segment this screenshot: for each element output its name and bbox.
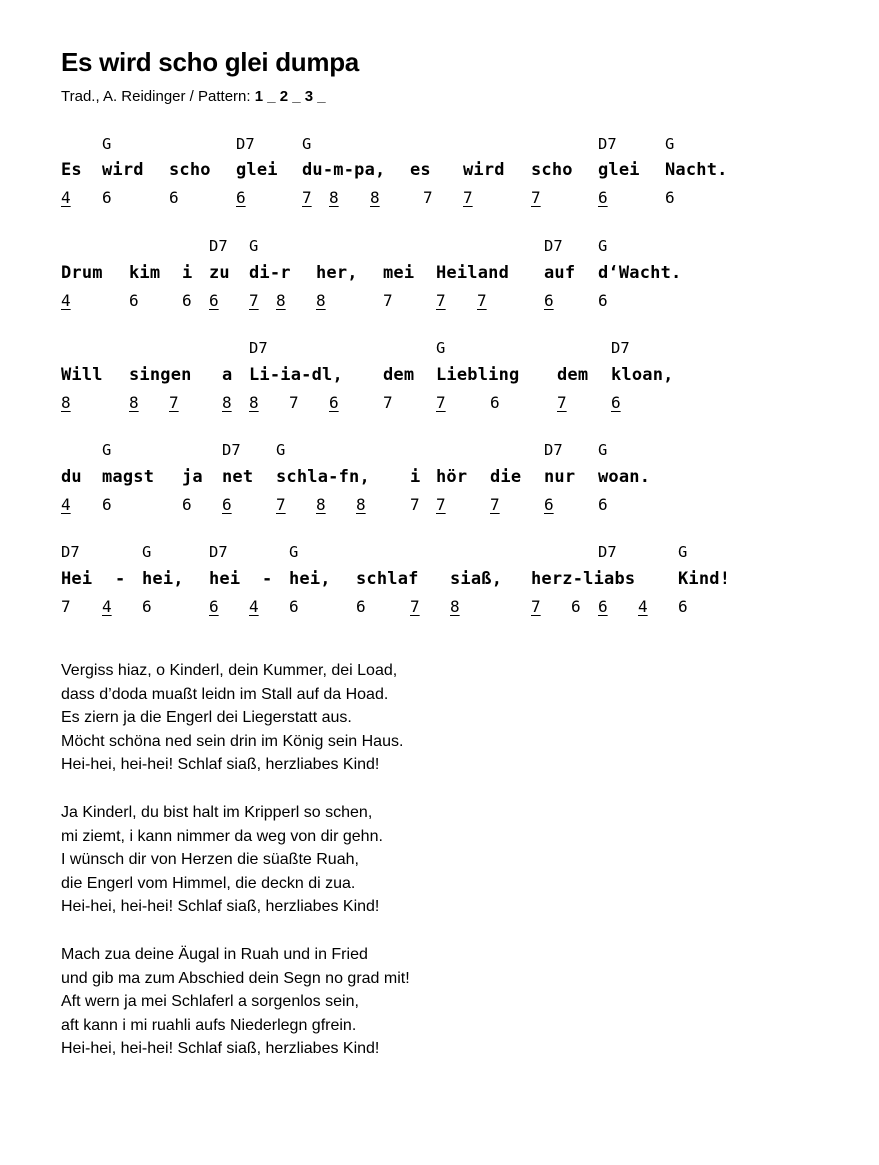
note-number: 7 <box>410 495 420 514</box>
lyric-word: Es <box>61 160 82 180</box>
note-number: 6 <box>356 597 366 616</box>
lyric-word: Liebling <box>436 365 520 385</box>
verse-line: aft kann i mi ruahli aufs Niederlegn gfrein. <box>61 1016 357 1034</box>
chord-line-4 <box>0 439 879 461</box>
note-number: 7 <box>557 393 567 412</box>
chord: D7 <box>209 543 228 561</box>
note-number: 7 <box>302 188 312 207</box>
note-number: 6 <box>598 188 608 207</box>
note-number: 8 <box>450 597 460 616</box>
number-line-4 <box>0 494 879 516</box>
note-number: 7 <box>490 495 500 514</box>
chord: G <box>302 135 312 153</box>
lyric-line-3 <box>0 364 879 386</box>
note-number: 7 <box>383 393 393 412</box>
lyric-word: a <box>222 365 233 385</box>
lyric-word: hei, <box>289 569 331 589</box>
chord: D7 <box>544 237 563 255</box>
lyric-word: nur <box>544 467 576 487</box>
chord: D7 <box>598 135 617 153</box>
note-number: 7 <box>436 495 446 514</box>
note-number: 6 <box>678 597 688 616</box>
chord: G <box>665 135 675 153</box>
chord: D7 <box>61 543 80 561</box>
verse-line: Es ziern ja die Engerl dei Liegerstatt aus. <box>61 709 352 726</box>
lyric-word: glei <box>598 160 640 180</box>
verse-line: Hei-hei, hei-hei! Schlaf siaß, herzliabes Kind! <box>61 756 380 773</box>
note-number: 7 <box>61 597 71 616</box>
credits-text: Trad., A. Reidinger / Pattern: <box>61 88 255 105</box>
note-number: 6 <box>665 188 675 207</box>
lyric-word: die <box>490 467 522 487</box>
note-number: 6 <box>142 597 152 616</box>
verse-line: Mach zua deine Äugal in Ruah und in Fried <box>61 946 368 963</box>
chord-line-3 <box>0 337 879 359</box>
lyric-word: siaß, <box>450 569 503 589</box>
lyric-word: Hei <box>61 569 93 589</box>
lyric-word: d‘Wacht. <box>598 263 682 283</box>
chord: D7 <box>209 237 228 255</box>
note-number: 7 <box>249 291 259 310</box>
lyric-word: kim <box>129 263 161 283</box>
number-line-2 <box>0 290 879 312</box>
song-title: Es wird scho glei dumpa <box>61 47 359 77</box>
chord: G <box>102 135 112 153</box>
verse-line: dass d’doda muaßt leidn im Stall auf da Hoad. <box>61 685 389 703</box>
lyric-word: du-m-pa, <box>302 160 386 180</box>
note-number: 6 <box>598 495 608 514</box>
lyric-word: schla-fn, <box>276 467 370 487</box>
note-number: 6 <box>169 188 179 207</box>
note-number: 6 <box>611 393 621 412</box>
note-number: 6 <box>490 393 500 412</box>
lyric-word: ja <box>182 467 203 487</box>
verse-line: Ja Kinderl, du bist halt im Kripperl so schen, <box>61 804 373 821</box>
chord: G <box>142 543 152 561</box>
note-number: 6 <box>544 495 554 514</box>
lyric-word: i <box>182 263 193 283</box>
lyric-word: mei <box>383 263 415 283</box>
lyric-word: du <box>61 467 82 487</box>
chord: G <box>289 543 299 561</box>
note-number: 7 <box>477 291 487 310</box>
lyric-word: wird <box>102 160 144 180</box>
note-number: 8 <box>329 188 339 207</box>
verse-line: die Engerl vom Himmel, die deckn di zua. <box>61 874 356 892</box>
note-number: 6 <box>222 495 232 514</box>
lyric-word: dem <box>557 365 589 385</box>
lyric-word: hei <box>209 569 241 589</box>
note-number: 7 <box>289 393 299 412</box>
note-number: 4 <box>249 597 259 616</box>
verse-2 <box>61 801 821 919</box>
note-number: 6 <box>209 291 219 310</box>
chord: G <box>436 339 446 357</box>
lyric-word: scho <box>531 160 573 180</box>
lyric-word: singen <box>129 365 192 385</box>
lyric-word: Kind! <box>678 569 731 589</box>
note-number: 6 <box>289 597 299 616</box>
chord: G <box>678 543 688 561</box>
note-number: 7 <box>531 597 541 616</box>
lyric-word: schlaf <box>356 569 419 589</box>
lyric-word: herz-liabs <box>531 569 636 589</box>
lyric-word: scho <box>169 160 211 180</box>
chord: D7 <box>544 441 563 459</box>
note-number: 8 <box>316 495 326 514</box>
note-number: 4 <box>61 291 71 310</box>
lyric-word: Li-ia-dl, <box>249 365 343 385</box>
verse-line: und gib ma zum Abschied dein Segn no grad mit! <box>61 969 410 987</box>
note-number: 8 <box>370 188 380 207</box>
lyric-word: wird <box>463 160 505 180</box>
note-number: 7 <box>436 291 446 310</box>
note-number: 7 <box>463 188 473 207</box>
lyric-word: woan. <box>598 467 651 487</box>
chord: G <box>598 441 608 459</box>
note-number: 8 <box>356 495 366 514</box>
lyric-word: zu <box>209 263 230 283</box>
note-number: 8 <box>249 393 259 412</box>
note-number: 6 <box>236 188 246 207</box>
note-number: 6 <box>598 291 608 310</box>
song-subtitle <box>61 88 326 105</box>
lyric-word: glei <box>236 160 278 180</box>
note-number: 4 <box>61 188 71 207</box>
lyric-word: Heiland <box>436 263 510 283</box>
lyric-word: hei, <box>142 569 184 589</box>
chord-line-5 <box>0 541 879 563</box>
note-number: 6 <box>182 291 192 310</box>
chord: G <box>276 441 286 459</box>
lyric-line-4 <box>0 466 879 488</box>
note-number: 7 <box>169 393 179 412</box>
note-number: 4 <box>102 597 112 616</box>
lyric-word: es <box>410 160 431 180</box>
verse-line: Vergiss hiaz, o Kinderl, dein Kummer, dei Load, <box>61 662 398 679</box>
lyric-word: magst <box>102 467 155 487</box>
chord: D7 <box>598 543 617 561</box>
note-number: 8 <box>129 393 139 412</box>
lyric-word: - <box>115 569 126 589</box>
lyric-word: Will <box>61 365 103 385</box>
chord: D7 <box>222 441 241 459</box>
verse-line: mi ziemt, i kann nimmer da weg von dir gehn. <box>61 827 383 845</box>
lyric-word: her, <box>316 263 358 283</box>
verse-line: Möcht schöna ned sein drin im König sein Haus. <box>61 732 404 750</box>
note-number: 6 <box>102 495 112 514</box>
note-number: 7 <box>531 188 541 207</box>
lyric-word: net <box>222 467 254 487</box>
chord-line-2 <box>0 235 879 257</box>
note-number: 6 <box>598 597 608 616</box>
lyric-word: - <box>262 569 273 589</box>
number-line-1 <box>0 187 879 209</box>
note-number: 8 <box>222 393 232 412</box>
verse-line: I wünsch dir von Herzen die süaßte Ruah, <box>61 851 359 868</box>
lyric-word: kloan, <box>611 365 674 385</box>
note-number: 8 <box>276 291 286 310</box>
lyric-word: Nacht. <box>665 160 728 180</box>
verse-3 <box>61 943 821 1061</box>
note-number: 6 <box>571 597 581 616</box>
lyric-word: di-r <box>249 263 291 283</box>
note-number: 6 <box>129 291 139 310</box>
chord: D7 <box>611 339 630 357</box>
note-number: 4 <box>638 597 648 616</box>
note-number: 6 <box>182 495 192 514</box>
pattern-text: 1 _ 2 _ 3 _ <box>254 88 326 105</box>
note-number: 8 <box>316 291 326 310</box>
note-number: 8 <box>61 393 71 412</box>
verse-1 <box>61 659 821 777</box>
note-number: 7 <box>383 291 393 310</box>
lyric-line-2 <box>0 262 879 284</box>
number-line-5 <box>0 596 879 618</box>
chord: G <box>249 237 259 255</box>
verse-line: Aft wern ja mei Schlaferl a sorgenlos sein, <box>61 993 359 1010</box>
chord: D7 <box>236 135 255 153</box>
chord-line-1 <box>0 133 879 155</box>
note-number: 6 <box>544 291 554 310</box>
note-number: 4 <box>61 495 71 514</box>
note-number: 7 <box>436 393 446 412</box>
lyric-word: dem <box>383 365 415 385</box>
note-number: 6 <box>329 393 339 412</box>
number-line-3 <box>0 392 879 414</box>
note-number: 6 <box>102 188 112 207</box>
verse-line: Hei-hei, hei-hei! Schlaf siaß, herzliabes Kind! <box>61 898 380 915</box>
lyric-line-5 <box>0 568 879 590</box>
note-number: 6 <box>209 597 219 616</box>
lyric-word: auf <box>544 263 576 283</box>
note-number: 7 <box>276 495 286 514</box>
note-number: 7 <box>423 188 433 207</box>
verse-line: Hei-hei, hei-hei! Schlaf siaß, herzliabes Kind! <box>61 1040 380 1057</box>
chord: G <box>102 441 112 459</box>
lyric-line-1 <box>0 159 879 181</box>
note-number: 7 <box>410 597 420 616</box>
lyric-word: hör <box>436 467 468 487</box>
lyric-word: i <box>410 467 421 487</box>
chord: D7 <box>249 339 268 357</box>
chord: G <box>598 237 608 255</box>
lyric-word: Drum <box>61 263 103 283</box>
